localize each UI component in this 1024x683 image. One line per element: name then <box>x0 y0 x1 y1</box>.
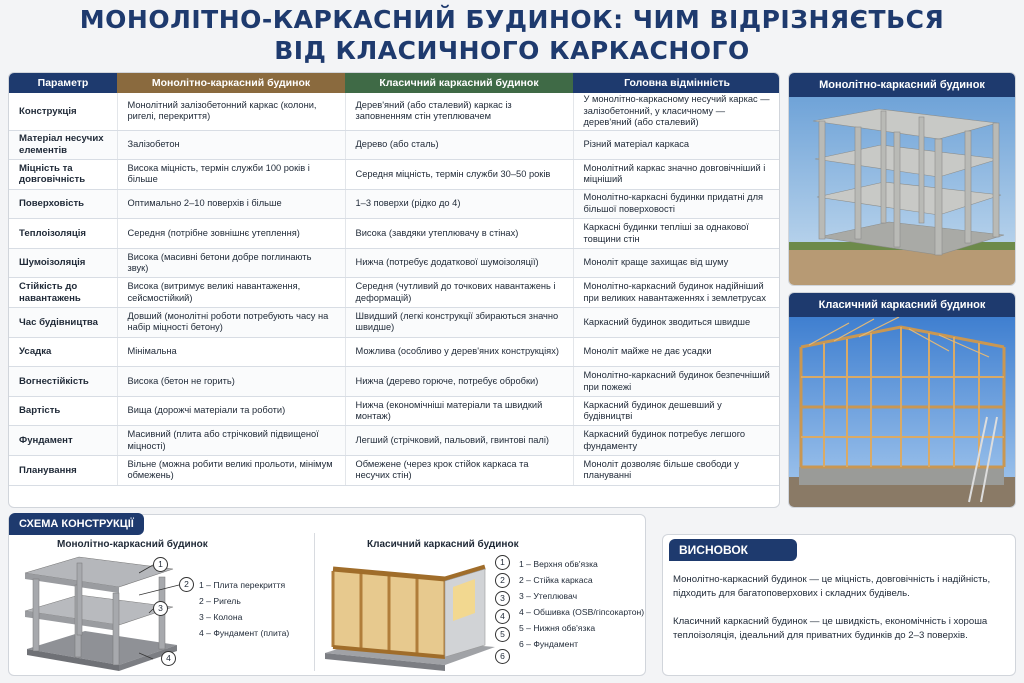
cell-parameter: Фундамент <box>9 426 117 456</box>
table-row <box>9 130 780 160</box>
cell-parameter: Шумоізоляція <box>9 248 117 278</box>
table-row <box>9 160 780 190</box>
cell-monolithic: Вільне (можна робити великі прольоти, мінімум обмежень) <box>117 456 345 486</box>
cell-frame: Обмежене (через крок стійок каркаса та несучих стін) <box>345 456 573 486</box>
cell-parameter: Вартість <box>9 396 117 426</box>
cell-frame: Нижча (потребує додаткової шумоізоляції) <box>345 248 573 278</box>
cell-difference: Каркасний будинок зводиться швидше <box>573 308 780 338</box>
scheme-tab: СХЕМА КОНСТРУКЦІЇ <box>9 513 144 535</box>
cell-frame: 1–3 поверхи (рідко до 4) <box>345 189 573 219</box>
monolithic-photo-title: Монолітно-каркасний будинок <box>789 73 1015 97</box>
cell-monolithic: Висока (витримує великі навантаження, сейсмостійкий) <box>117 278 345 308</box>
header-monolithic: Монолітно-каркасний будинок <box>117 73 345 93</box>
cell-frame: Середня (чутливий до точкових навантажень і деформацій) <box>345 278 573 308</box>
table-row <box>9 426 780 456</box>
table-row <box>9 219 780 249</box>
conclusion-panel <box>662 534 1016 676</box>
title-line-2: ВІД КЛАСИЧНОГО КАРКАСНОГО <box>274 36 750 65</box>
table-row <box>9 308 780 338</box>
cell-frame: Середня міцність, термін служби 30–50 років <box>345 160 573 190</box>
cell-parameter: Конструкція <box>9 93 117 130</box>
title-line-1: МОНОЛІТНО-КАРКАСНИЙ БУДИНОК: ЧИМ ВІДРІЗНЯЄТЬСЯ <box>79 5 945 34</box>
mono-callout-2: 2 <box>179 577 194 592</box>
header-frame: Класичний каркасний будинок <box>345 73 573 93</box>
scheme-divider <box>314 533 315 671</box>
cell-difference: Монолітно-каркасний будинок безпечніший при пожежі <box>573 367 780 397</box>
cell-parameter: Планування <box>9 456 117 486</box>
cell-difference: Монолітний каркас значно довговічніший і міцніший <box>573 160 780 190</box>
table-row <box>9 189 780 219</box>
cell-difference: Монолітно-каркасний будинок надійніший при великих навантаженнях і землетрусах <box>573 278 780 308</box>
cell-monolithic: Висока (масивні бетони добре поглинають звук) <box>117 248 345 278</box>
mono-legend <box>199 577 289 641</box>
frame-callout-3: 3 <box>495 591 510 606</box>
comparison-table <box>8 72 780 508</box>
table-row <box>9 456 780 486</box>
cell-difference: Моноліт майже не дає усадки <box>573 337 780 367</box>
table-row <box>9 396 780 426</box>
frame-legend-item: 5 – Нижня обв'язка <box>519 623 596 633</box>
table-row <box>9 337 780 367</box>
cell-difference: Каркасний будинок потребує легшого фундаменту <box>573 426 780 456</box>
frame-legend-item: 1 – Верхня обв'язка <box>519 559 598 569</box>
mono-legend-item: 3 – Колона <box>199 612 243 622</box>
frame-callout-4: 4 <box>495 609 510 624</box>
cell-difference: Різний матеріал каркаса <box>573 130 780 160</box>
cell-difference: Моноліт краще захищає від шуму <box>573 248 780 278</box>
frame-photo-card <box>788 292 1016 508</box>
header-parameter: Параметр <box>9 73 117 93</box>
frame-callout-2: 2 <box>495 573 510 588</box>
cell-frame: Можлива (особливо у дерев'яних конструкціях) <box>345 337 573 367</box>
cell-frame: Нижча (дерево горюче, потребує обробки) <box>345 367 573 397</box>
mono-legend-item: 1 – Плита перекриття <box>199 580 286 590</box>
table-row <box>9 248 780 278</box>
cell-parameter: Теплоізоляція <box>9 219 117 249</box>
conclusion-frame: Класичний каркасний будинок — це швидкість, економічність і хороша теплоізоляція, ідеальний для приватних будинків до 2–3 поверхів. <box>673 616 988 641</box>
mono-legend-item: 4 – Фундамент (плита) <box>199 628 290 638</box>
header-difference: Головна відмінність <box>573 73 780 93</box>
cell-monolithic: Мінімальна <box>117 337 345 367</box>
frame-callout-5: 5 <box>495 627 510 642</box>
construction-scheme <box>8 514 646 676</box>
cell-difference: Каркасний будинок дешевший у будівництві <box>573 396 780 426</box>
frame-callout-6: 6 <box>495 649 510 664</box>
cell-difference: Каркасні будинки тепліші за однакової товщини стін <box>573 219 780 249</box>
cell-difference: У монолітно-каркасному несучий каркас — залізобетонний, у класичному — дерев'яний (або сталевий) <box>573 93 780 130</box>
cell-parameter: Матеріал несучих елементів <box>9 130 117 160</box>
monolithic-building-image <box>789 97 1016 286</box>
cell-frame: Нижча (економічніші матеріали та швидкий монтаж) <box>345 396 573 426</box>
cell-frame: Легший (стрічковий, пальовий, гвинтові палі) <box>345 426 573 456</box>
cell-difference: Монолітно-каркасні будинки придатні для більшої поверховості <box>573 189 780 219</box>
frame-legend-item: 6 – Фундамент <box>519 639 579 649</box>
frame-legend <box>519 556 644 652</box>
frame-scheme-drawing <box>325 553 497 671</box>
mono-callout-3: 3 <box>153 601 168 616</box>
frame-legend-item: 2 – Стійка каркаса <box>519 575 593 585</box>
table-row <box>9 278 780 308</box>
cell-monolithic: Середня (потрібне зовнішнє утеплення) <box>117 219 345 249</box>
frame-callout-1: 1 <box>495 555 510 570</box>
cell-frame: Дерев'яний (або сталевий) каркас із заповненням стін утеплювачем <box>345 93 573 130</box>
cell-parameter: Міцність та довговічність <box>9 160 117 190</box>
cell-frame: Швидший (легкі конструкції збираються значно швидше) <box>345 308 573 338</box>
table-row <box>9 367 780 397</box>
cell-parameter: Час будівництва <box>9 308 117 338</box>
cell-monolithic: Масивний (плита або стрічковий підвищеної міцності) <box>117 426 345 456</box>
frame-scheme-title: Класичний каркасний будинок <box>367 539 519 550</box>
monolithic-photo-card <box>788 72 1016 286</box>
cell-frame: Висока (завдяки утеплювачу в стінах) <box>345 219 573 249</box>
cell-monolithic: Висока міцність, термін служби 100 років і більше <box>117 160 345 190</box>
frame-photo-title: Класичний каркасний будинок <box>789 293 1015 317</box>
cell-parameter: Усадка <box>9 337 117 367</box>
cell-monolithic: Монолітний залізобетонний каркас (колони, ригелі, перекриття) <box>117 93 345 130</box>
cell-monolithic: Вища (дорожчі матеріали та роботи) <box>117 396 345 426</box>
frame-legend-item: 4 – Обшивка (OSB/гіпсокартон) <box>519 607 645 617</box>
cell-parameter: Стійкість до навантажень <box>9 278 117 308</box>
mono-callout-1: 1 <box>153 557 168 572</box>
cell-monolithic: Висока (бетон не горить) <box>117 367 345 397</box>
mono-legend-item: 2 – Ригель <box>199 596 241 606</box>
frame-legend-item: 3 – Утеплювач <box>519 591 578 601</box>
table-header-row <box>9 73 780 93</box>
mono-scheme-title: Монолітно-каркасний будинок <box>57 539 208 550</box>
page-title <box>0 4 1024 66</box>
cell-parameter: Вогнестійкість <box>9 367 117 397</box>
table-row <box>9 93 780 130</box>
cell-difference: Моноліт дозволяє більше свободи у плануванні <box>573 456 780 486</box>
conclusion-monolithic: Монолітно-каркасний будинок — це міцність, довговічність і надійність, підходить для багатоповерхових і складних будівель. <box>673 574 991 599</box>
mono-callout-4: 4 <box>161 651 176 666</box>
cell-monolithic: Залізобетон <box>117 130 345 160</box>
cell-parameter: Поверховість <box>9 189 117 219</box>
cell-monolithic: Оптимально 2–10 поверхів і більше <box>117 189 345 219</box>
cell-monolithic: Довший (монолітні роботи потребують часу на набір міцності бетону) <box>117 308 345 338</box>
conclusion-tab: ВИСНОВОК <box>669 539 797 561</box>
cell-frame: Дерево (або сталь) <box>345 130 573 160</box>
frame-building-image <box>789 317 1016 508</box>
